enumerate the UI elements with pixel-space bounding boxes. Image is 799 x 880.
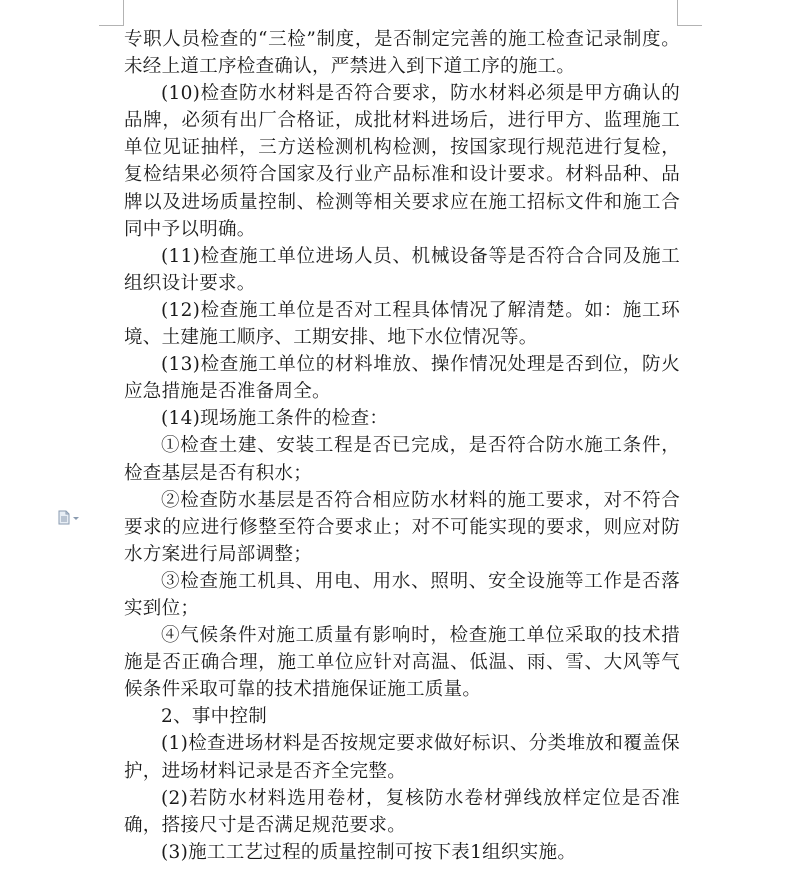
paragraph-mark-icon-graphic <box>57 510 83 526</box>
paragraph-subitem-1: ①检查土建、安装工程是否已完成，是否符合防水施工条件，检查基层是否有积水； <box>124 435 680 484</box>
paragraph-subitem-4: ④气候条件对施工质量有影响时，检查施工单位采取的技术措施是否正确合理，施工单位应针对高温、低温、雨、雪、大风等气候条件采取可靠的技术措施保证施工质量。 <box>124 625 680 701</box>
paragraph-item-12: (12)检查施工单位是否对工程具体情况了解清楚。如：施工环境、土建施工顺序、工期安排、地下水位情况等。 <box>124 299 680 349</box>
paragraph-mark-icon[interactable] <box>57 510 83 526</box>
paragraph-subitem-2: ②检查防水基层是否符合相应防水材料的施工要求，对不符合要求的应进行修整至符合要求止；对不可能实现的要求，则应对防水方案进行局部调整； <box>124 489 680 565</box>
section-heading-in-process-control: 2、事中控制 <box>161 706 268 728</box>
paragraph-item-14: (14)现场施工条件的检查： <box>161 408 389 430</box>
paragraph-control-item-1: (1)检查进场材料是否按规定要求做好标识、分类堆放和覆盖保护，进场材料记录是否齐全完整。 <box>124 733 680 782</box>
paragraph-subitem-3: ③检查施工机具、用电、用水、照明、安全设施等工作是否落实到位； <box>124 570 680 619</box>
paragraph-control-item-2: (2)若防水材料选用卷材，复核防水卷材弹线放样定位是否准确，搭接尺寸是否满足规范要求。 <box>124 787 680 836</box>
paragraph-item-10: (10)检查防水材料是否符合要求，防水材料必须是甲方确认的品牌，必须有出厂合格证，成批材料进场后，进行甲方、监理施工单位见证抽样，三方送检测机构检测，按国家现行规范进行复检，复检结果必须符合国家及行业产品标准和设计要求。材料品种、品牌以及进场质量控制、检测等相关要求应在施工招标文件和施工合同中予以明确。 <box>124 83 680 240</box>
paragraph-control-item-3: (3)施工工艺过程的质量控制可按下表1组织实施。 <box>161 841 577 863</box>
crop-mark-top-left <box>99 0 124 26</box>
paragraph-continuation: 专职人员检查的“三检”制度，是否制定完善的施工检查记录制度。未经上道工序检查确认，严禁进入到下道工序的施工。 <box>124 29 680 78</box>
crop-mark-top-right <box>677 0 702 26</box>
paragraph-item-11: (11)检查施工单位进场人员、机械设备等是否符合合同及施工组织设计要求。 <box>124 245 680 294</box>
document-body <box>124 26 680 866</box>
paragraph-item-13: (13)检查施工单位的材料堆放、操作情况处理是否到位，防火应急措施是否准备周全。 <box>124 354 680 403</box>
